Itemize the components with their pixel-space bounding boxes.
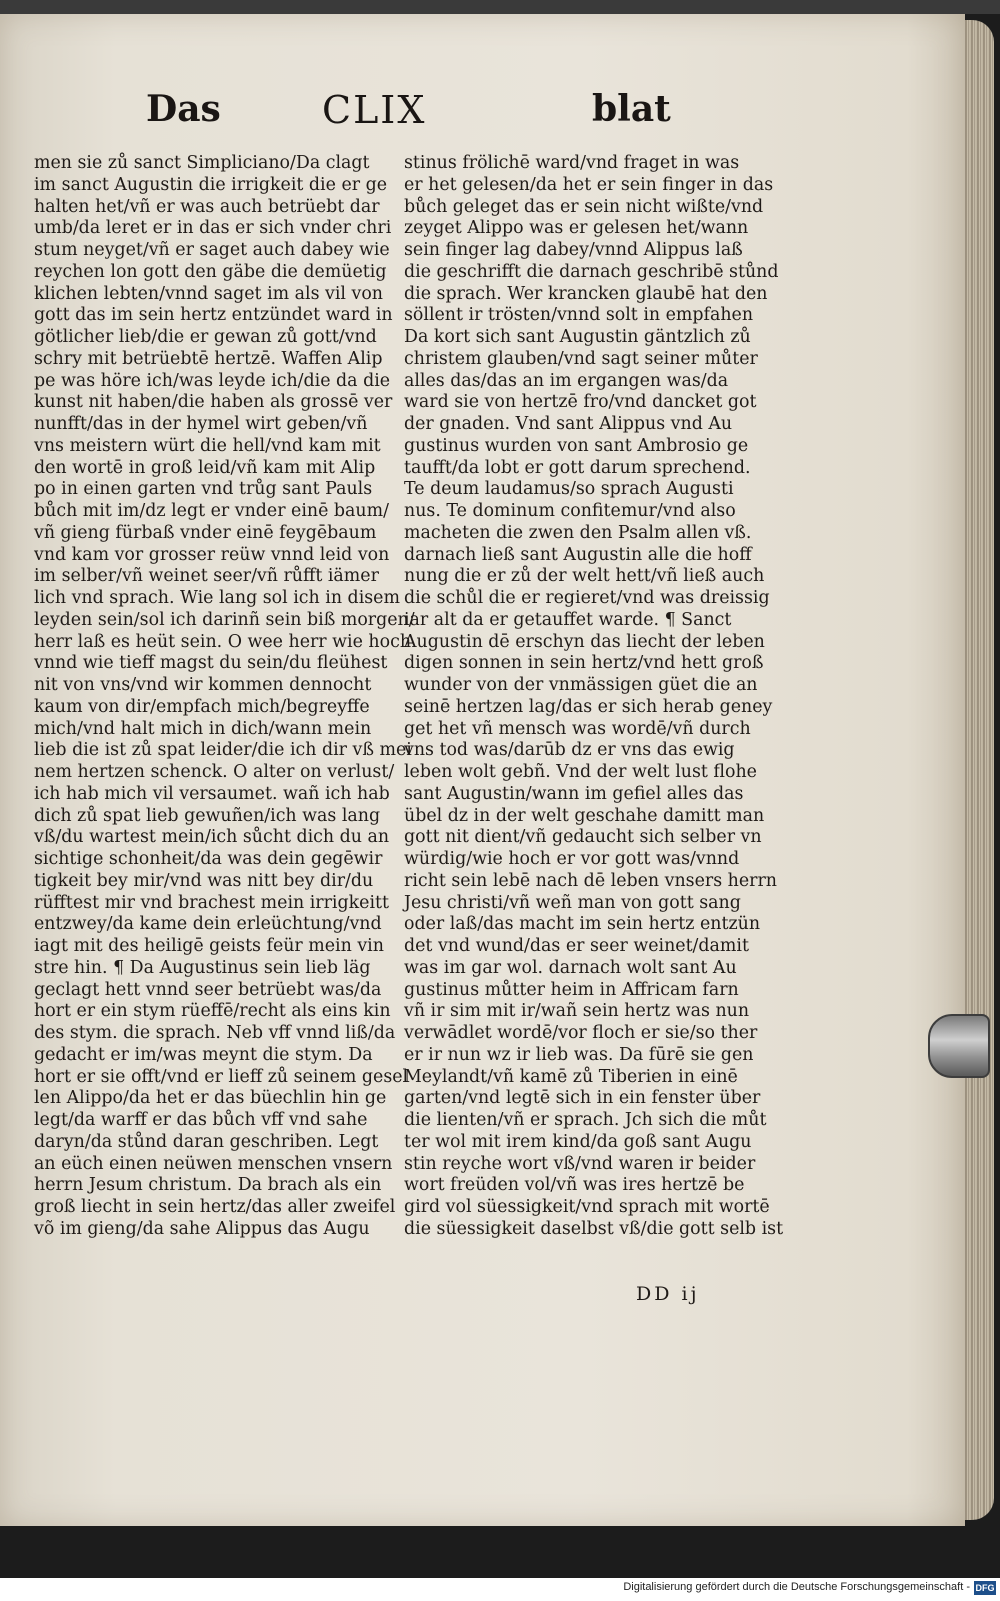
text-line: richt sein lebē nach dē leben vnsers herrn (404, 870, 777, 891)
text-line: sein finger lag dabey/vnnd Alippus laß (404, 240, 743, 260)
text-line: im selber/vñ weinet seer/vñ růfft iämer (34, 566, 379, 587)
left-text-column (34, 153, 415, 1241)
text-line: gird vol süessigkeit/vnd sprach mit wortē (404, 1197, 770, 1217)
book-clasp (928, 1014, 990, 1078)
text-line: ward sie von hertzē fro/vnd dancket got (404, 392, 757, 413)
text-line: halten het/vñ er was auch betrüebt dar (34, 196, 380, 217)
text-line: den wortē in groß leid/vñ kam mit Alip (34, 457, 376, 478)
text-line: gustinus můtter heim in Affricam farn (404, 979, 739, 1000)
text-line: ter wol mit irem kind/da goß sant Augu (404, 1131, 752, 1152)
text-line: gott das im sein hertz entzündet ward in (34, 305, 393, 326)
text-line: verwādlet wordē/vor floch er sie/so ther (404, 1023, 758, 1043)
text-line: wort freüden vol/vñ was ires hertzē be (404, 1175, 745, 1196)
text-line: kunst nit haben/die haben als grossē ver (34, 392, 393, 413)
text-line: digen sonnen in sein hertz/vnd hett groß (404, 653, 764, 674)
text-line: daryn/da stůnd daran geschriben. Legt (34, 1131, 379, 1152)
text-line: nus. Te dominum confitemur/vnd also (404, 501, 736, 521)
text-line: rüfftest mir vnd brachest mein irrigkeitt (34, 892, 389, 913)
text-line: pe was höre ich/was leyde ich/die da die (34, 370, 391, 391)
text-line: entzwey/da kame dein erleüchtung/vnd (34, 914, 382, 935)
text-line: vns tod was/darūb dz er vns das ewig (404, 740, 735, 761)
text-line: nunfft/das in der hymel wirt geben/vñ (34, 414, 368, 434)
text-line: bůch geleget das er sein nicht wißte/vnd (404, 196, 764, 217)
text-line: vns meistern würt die hell/vnd kam mit (34, 435, 381, 456)
text-line: was im gar wol. darnach wolt sant Au (404, 957, 737, 978)
funding-credit: Digitalisierung gefördert durch die Deutsche Forschungsgemeinschaft - (623, 1581, 970, 1593)
text-line: bůch mit im/dz legt er vnder einē baum/ (34, 501, 389, 521)
text-line: Te deum laudamus/so sprach Augusti (404, 479, 734, 500)
text-line: len Alippo/da het er das büechlin hin ge (34, 1088, 387, 1109)
text-line: umb/da leret er in das er sich vnder chri (34, 218, 392, 239)
text-line: herr laß es heüt sein. O wee herr wie hoch (34, 631, 412, 652)
text-line: sant Augustin/wann im gefiel alles das (404, 783, 744, 804)
text-line: seinē hertzen lag/das er sich herab geney (404, 696, 773, 717)
text-line: geclagt hett vnnd seer betrüebt was/da (34, 979, 382, 1000)
text-line: sichtige schonheit/da was dein gegēwir (34, 849, 383, 869)
text-line: leyden sein/sol ich darinñ sein biß morgen/ (34, 609, 415, 630)
text-line: würdig/wie hoch er vor gott was/vnnd (404, 849, 740, 869)
text-line: söllent ir trösten/vnnd solt in empfahen (404, 305, 754, 326)
text-line: iagt mit des heiligē geists feür mein vin (34, 936, 384, 956)
text-line: gustinus wurden von sant Ambrosio ge (404, 435, 749, 456)
dfg-logo: DFG (975, 1583, 995, 1593)
text-line: übel dz in der welt geschahe damitt man (404, 805, 765, 826)
text-line: gott nit dient/vñ gedaucht sich selber vn (404, 827, 762, 848)
text-line: des stym. die sprach. Neb vff vnnd liß/da (34, 1023, 396, 1043)
text-line: die süessigkeit daselbst vß/die gott selb ist (404, 1218, 784, 1239)
text-line: reychen lon gott den gäbe die demüetig (34, 261, 387, 282)
text-line: mich/vnd halt mich in dich/wann mein (34, 718, 372, 739)
text-line: oder laß/das macht im sein hertz entzün (404, 914, 761, 935)
text-line: hort er ein stym rüeffē/recht als eins kin (34, 1001, 391, 1022)
text-line: er het gelesen/da het er sein finger in das (404, 174, 774, 195)
header-left: Das (146, 88, 221, 130)
text-line: macheten die zwen den Psalm allen vß. (404, 522, 752, 543)
folio-number: CLIX (322, 88, 427, 132)
text-line: lieb die ist zů spat leider/die ich dir vß mei (34, 740, 412, 761)
text-line: an eüch einen neüwen menschen vnsern (34, 1153, 393, 1174)
footer-bar (0, 1578, 1000, 1601)
text-line: vñ gieng fürbaß vnder einē feygēbaum (34, 522, 377, 543)
text-line: legt/da warff er das bůch vff vnd sahe (34, 1110, 368, 1130)
text-line: garten/vnd legtē sich in ein fenster über (404, 1088, 761, 1109)
text-line: gedacht er im/was meynt die stym. Da (34, 1044, 373, 1065)
text-line: er ir nun wz ir lieb was. Da fūrē sie gen (404, 1044, 754, 1065)
text-line: iar alt da er getauffet warde. ¶ Sanct (404, 609, 732, 630)
text-line: men sie zů sanct Simpliciano/Da clagt (34, 153, 370, 173)
text-line: wunder von der vnmässigen güet die an (404, 675, 758, 695)
right-text-column (404, 153, 784, 1241)
text-line: stum neyget/vñ er saget auch dabey wie (34, 240, 390, 260)
text-line: die geschrifft die darnach geschribē stůnd (404, 261, 779, 282)
text-line: nit von vns/vnd wir kommen dennocht (34, 675, 372, 695)
text-line: zeyget Alippo was er gelesen het/wann (404, 218, 749, 239)
text-line: get het vñ mensch was wordē/vñ durch (404, 718, 751, 739)
header-right: blat (592, 88, 671, 130)
text-line: vñ ir sim mit ir/wañ sein hertz was nun (404, 1001, 750, 1022)
text-line: die schůl die er regieret/vnd was dreissig (404, 588, 770, 608)
text-line: Meylandt/vñ kamē zů Tiberien in einē (404, 1066, 738, 1087)
text-line: võ im gieng/da sahe Alippus das Augu (34, 1218, 370, 1239)
text-line: leben wolt gebñ. Vnd der welt lust flohe (404, 762, 757, 782)
text-line: alles das/das an im ergangen was/da (404, 370, 729, 391)
text-line: vnnd wie tieff magst du sein/du fleühest (34, 653, 388, 674)
text-line: die sprach. Wer krancken glaubē hat den (404, 283, 768, 304)
running-header (0, 88, 1000, 148)
signature-mark: DD ij (636, 1283, 700, 1305)
text-line: nung die er zů der welt hett/vñ ließ auch (404, 566, 765, 587)
text-line: det vnd wund/das er seer weinet/damit (404, 936, 749, 956)
text-line: taufft/da lobt er gott darum sprechend. (404, 457, 751, 478)
text-line: Augustin dē erschyn das liecht der leben (404, 631, 765, 652)
text-line: der gnaden. Vnd sant Alippus vnd Au (404, 414, 733, 434)
text-line: kaum von dir/empfach mich/begreyffe (34, 696, 370, 717)
text-line: dich zů spat lieb gewuñen/ich was lang (34, 805, 381, 826)
text-line: groß liecht in sein hertz/das aller zweifel (34, 1197, 396, 1217)
text-line: klichen lebten/vnnd saget im als vil von (34, 283, 384, 304)
text-line: ich hab mich vil versaumet. wañ ich hab (34, 783, 390, 804)
text-line: stin reyche wort vß/vnd waren ir beider (404, 1153, 756, 1174)
text-line: Jesu christi/vñ weñ man von gott sang (404, 892, 741, 913)
text-line: herrn Jesum christum. Da brach als ein (34, 1175, 382, 1196)
text-line: vß/du wartest mein/ich sůcht dich du an (34, 827, 390, 848)
text-line: hort er sie offt/vnd er lieff zů seinem gesel (34, 1066, 409, 1087)
text-line: götlicher lieb/die er gewan zů gott/vnd (34, 327, 377, 347)
top-edge (0, 0, 1000, 14)
text-line: lich vnd sprach. Wie lang sol ich in disem (34, 588, 400, 608)
text-line: schry mit betrüebtē hertzē. Waffen Alip (34, 348, 383, 369)
text-line: Da kort sich sant Augustin gäntzlich zů (404, 327, 751, 347)
text-line: christem glauben/vnd sagt seiner můter (404, 348, 758, 369)
text-line: po in einen garten vnd trůg sant Pauls (34, 479, 373, 500)
text-line: nem hertzen schenck. O alter on verlust/ (34, 762, 395, 782)
text-line: stre hin. ¶ Da Augustinus sein lieb läg (34, 957, 371, 978)
text-line: die lienten/vñ er sprach. Jch sich die můt (404, 1110, 767, 1130)
text-line: stinus frölichē ward/vnd fraget in was (404, 153, 740, 173)
text-line: tigkeit bey mir/vnd was nitt bey dir/du (34, 870, 374, 891)
text-line: im sanct Augustin die irrigkeit die er ge (34, 174, 388, 195)
text-line: vnd kam vor grosser reüw vnnd leid von (34, 544, 390, 565)
text-line: darnach ließ sant Augustin alle die hoff (404, 544, 752, 565)
